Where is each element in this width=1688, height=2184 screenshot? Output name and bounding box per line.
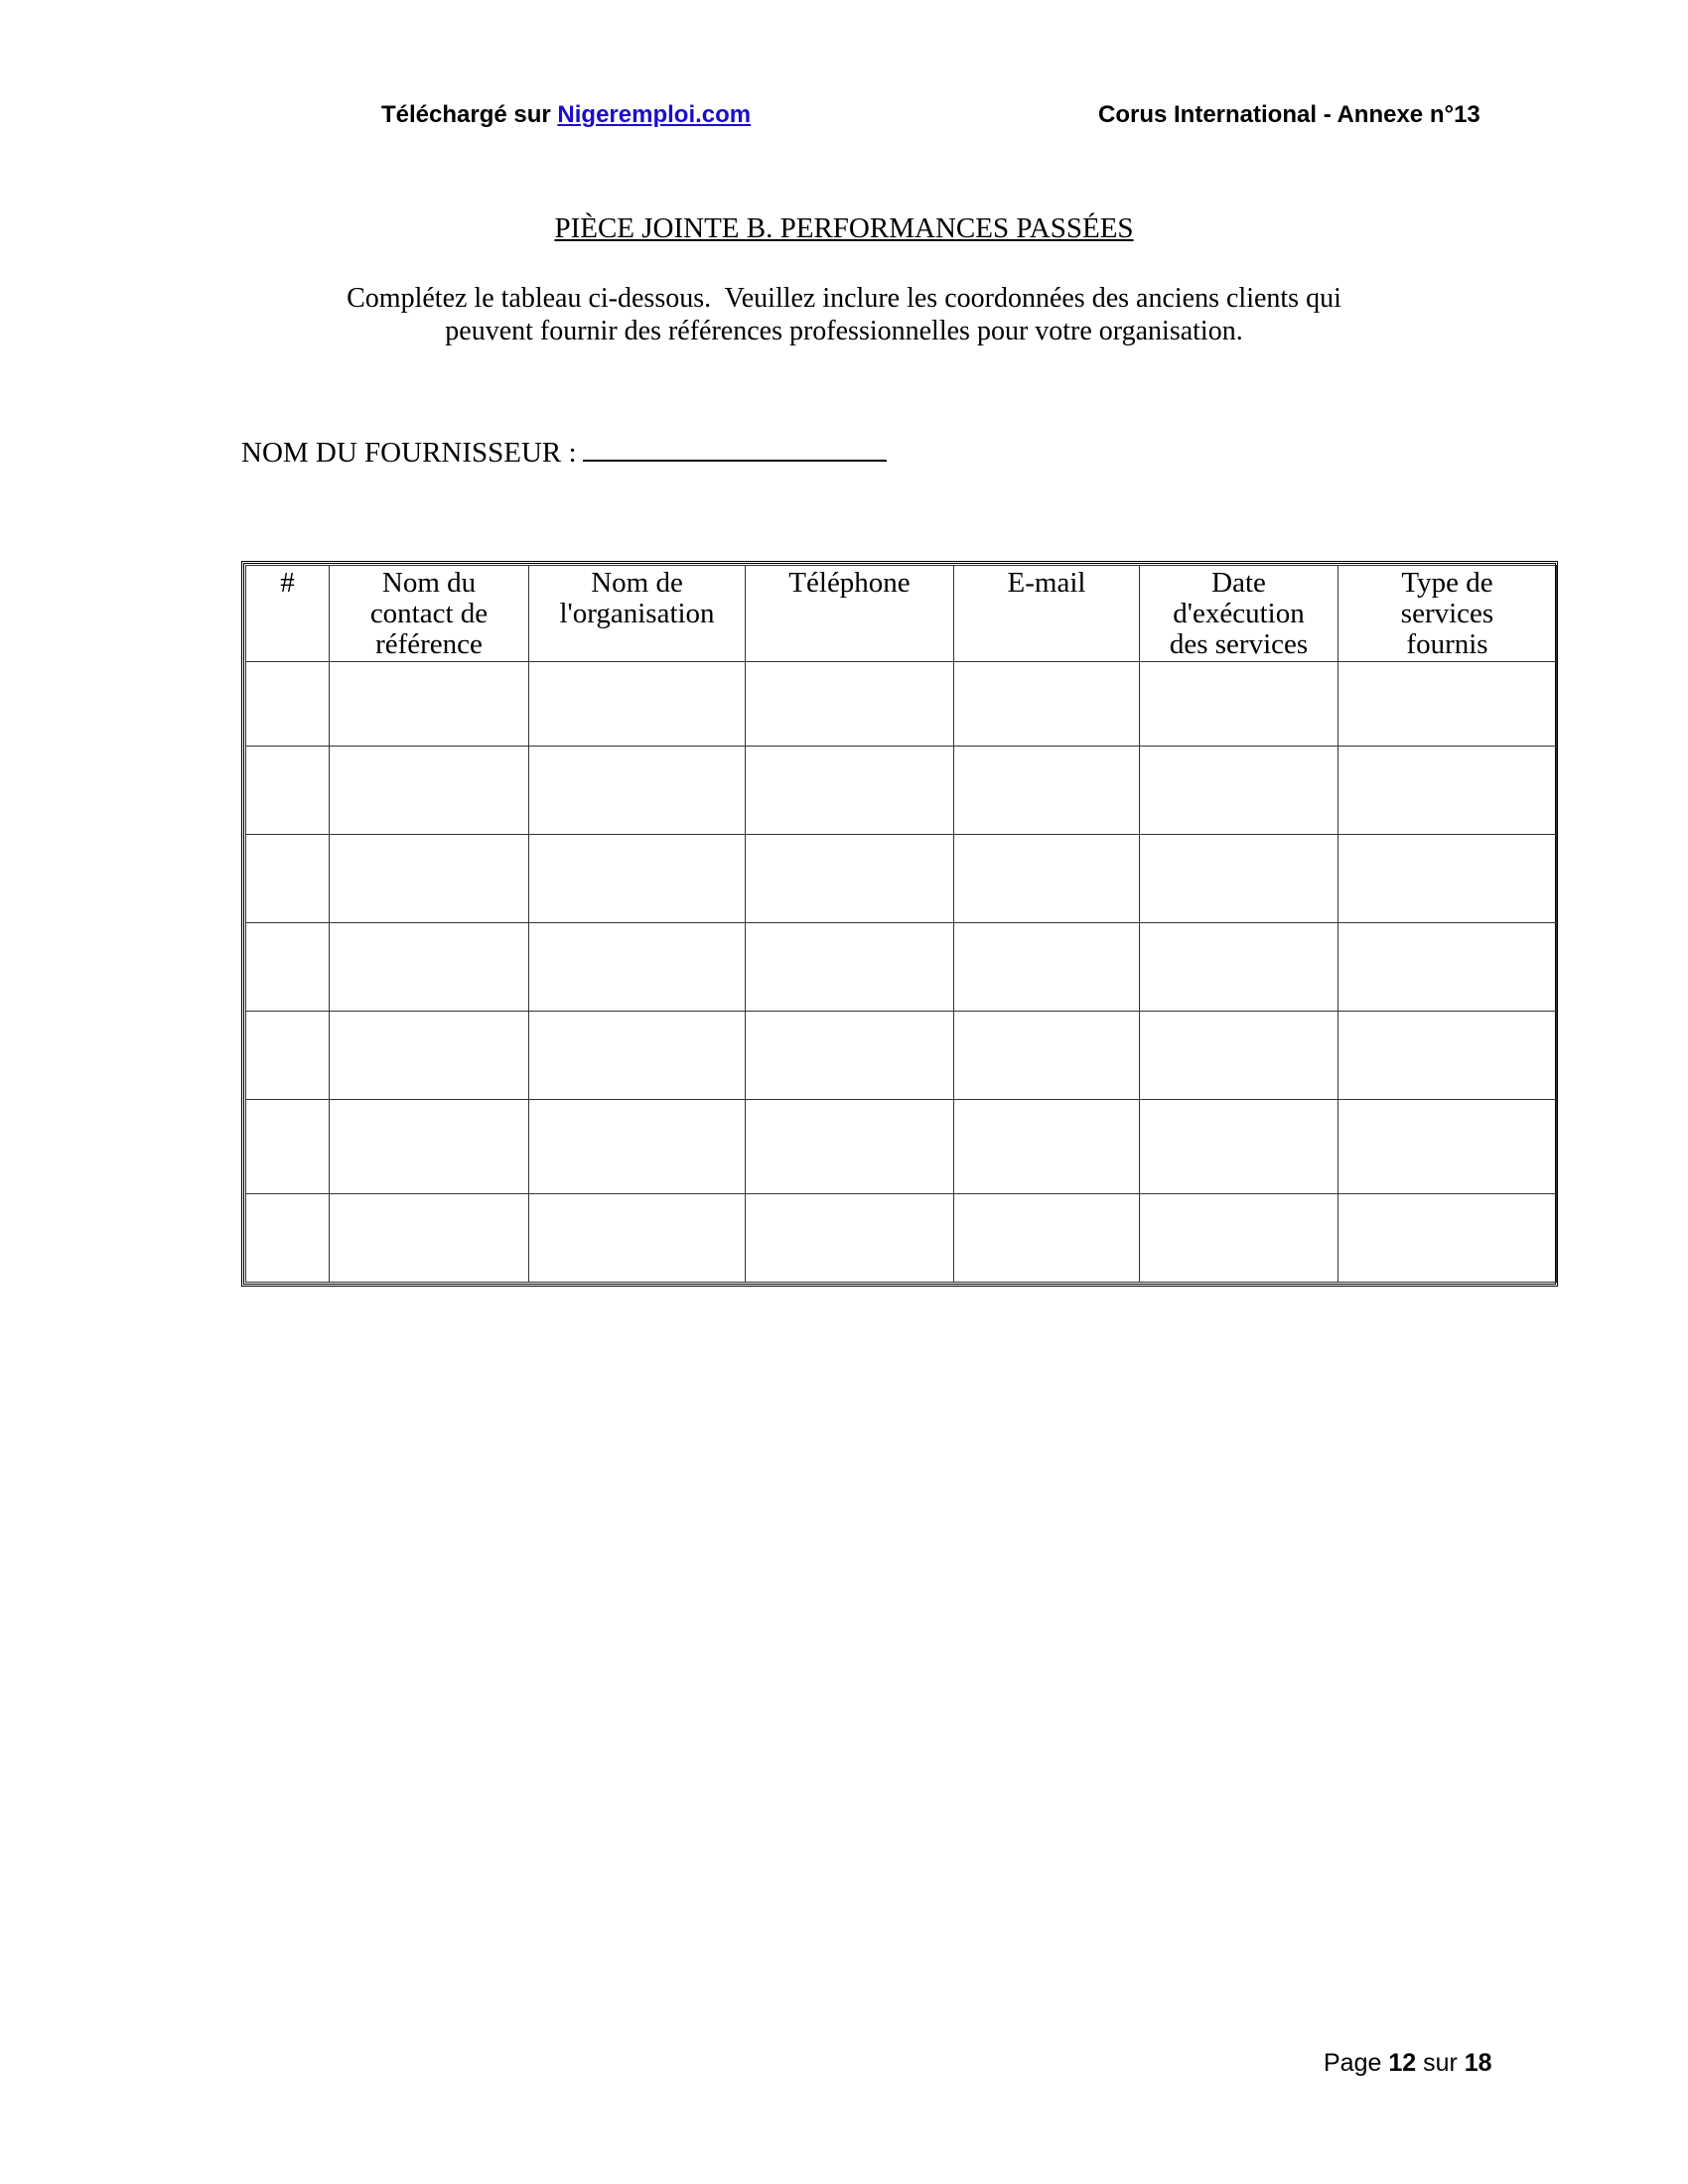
table-cell[interactable] xyxy=(1140,662,1338,747)
table-cell[interactable] xyxy=(746,1012,954,1100)
table-cell[interactable] xyxy=(954,923,1140,1012)
past-performance-table xyxy=(241,561,1558,1287)
table-cell[interactable] xyxy=(330,1100,529,1194)
table-cell[interactable] xyxy=(246,1012,330,1100)
column-header-organisation: Nom de l'organisation xyxy=(529,566,746,662)
table-cell[interactable] xyxy=(1140,1194,1338,1283)
table-cell[interactable] xyxy=(529,923,746,1012)
table-row xyxy=(246,1194,1557,1283)
table-cell[interactable] xyxy=(529,1012,746,1100)
column-header-telephone: Téléphone xyxy=(746,566,954,662)
table-cell[interactable] xyxy=(1338,923,1557,1012)
table-cell[interactable] xyxy=(954,747,1140,835)
table-cell[interactable] xyxy=(246,662,330,747)
supplier-name-blank[interactable] xyxy=(583,438,887,462)
header-download-prefix: Téléchargé sur xyxy=(381,101,558,128)
page-number: Page 12 sur 18 xyxy=(1324,2049,1492,2077)
table-cell[interactable] xyxy=(330,923,529,1012)
table-cell[interactable] xyxy=(746,1194,954,1283)
table-cell[interactable] xyxy=(746,1100,954,1194)
table-cell[interactable] xyxy=(1338,1194,1557,1283)
instructions-line-1: Complétez le tableau ci-dessous. Veuillez inclure les coordonnées des anciens clients qui xyxy=(347,283,1341,314)
table-cell[interactable] xyxy=(746,662,954,747)
table-cell[interactable] xyxy=(1338,835,1557,923)
column-header-service-type: Type de services fournis xyxy=(1338,566,1557,662)
table-cell[interactable] xyxy=(330,1194,529,1283)
instructions-line-2: peuvent fournir des références professionnelles pour votre organisation. xyxy=(445,316,1243,346)
table-cell[interactable] xyxy=(1140,1100,1338,1194)
table-cell[interactable] xyxy=(1140,1012,1338,1100)
column-header-email: E-mail xyxy=(954,566,1140,662)
header-annex-label: Corus International - Annexe n°13 xyxy=(1098,101,1480,128)
total-page-count: 18 xyxy=(1464,2049,1492,2077)
table-cell[interactable] xyxy=(246,835,330,923)
table-cell[interactable] xyxy=(954,1194,1140,1283)
nigeremploi-link[interactable]: Nigeremploi.com xyxy=(557,101,752,128)
column-header-number: # xyxy=(246,566,330,662)
table-cell[interactable] xyxy=(746,747,954,835)
table-cell[interactable] xyxy=(529,1100,746,1194)
table-row xyxy=(246,835,1557,923)
table-header-row xyxy=(246,566,1557,662)
table-cell[interactable] xyxy=(246,923,330,1012)
table-row xyxy=(246,923,1557,1012)
header-download-source xyxy=(381,101,751,129)
table-cell[interactable] xyxy=(954,662,1140,747)
table-cell[interactable] xyxy=(746,835,954,923)
table-cell[interactable] xyxy=(1140,747,1338,835)
table-cell[interactable] xyxy=(330,1012,529,1100)
table-cell[interactable] xyxy=(529,747,746,835)
table-cell[interactable] xyxy=(246,747,330,835)
column-header-service-date: Date d'exécution des services xyxy=(1140,566,1338,662)
table-cell[interactable] xyxy=(529,835,746,923)
table-cell[interactable] xyxy=(529,662,746,747)
table-cell[interactable] xyxy=(246,1194,330,1283)
table-cell[interactable] xyxy=(330,835,529,923)
table-row xyxy=(246,1012,1557,1100)
table-cell[interactable] xyxy=(954,1012,1140,1100)
instructions xyxy=(248,282,1440,347)
document-title: PIÈCE JOINTE B. PERFORMANCES PASSÉES xyxy=(554,212,1134,244)
table-cell[interactable] xyxy=(529,1194,746,1283)
table-cell[interactable] xyxy=(330,747,529,835)
table-row xyxy=(246,747,1557,835)
table-cell[interactable] xyxy=(246,1100,330,1194)
column-header-reference-contact: Nom du contact de référence xyxy=(330,566,529,662)
table-cell[interactable] xyxy=(1338,747,1557,835)
supplier-name-label: NOM DU FOURNISSEUR : xyxy=(241,437,577,469)
current-page-number: 12 xyxy=(1388,2049,1417,2077)
table-cell[interactable] xyxy=(954,835,1140,923)
table-cell[interactable] xyxy=(1338,1100,1557,1194)
table-row xyxy=(246,1100,1557,1194)
table-cell[interactable] xyxy=(1140,835,1338,923)
supplier-name-field xyxy=(241,437,887,470)
table-cell[interactable] xyxy=(330,662,529,747)
table-cell[interactable] xyxy=(1338,662,1557,747)
table-cell[interactable] xyxy=(1338,1012,1557,1100)
table-cell[interactable] xyxy=(746,923,954,1012)
table-cell[interactable] xyxy=(954,1100,1140,1194)
table-cell[interactable] xyxy=(1140,923,1338,1012)
table-row xyxy=(246,662,1557,747)
